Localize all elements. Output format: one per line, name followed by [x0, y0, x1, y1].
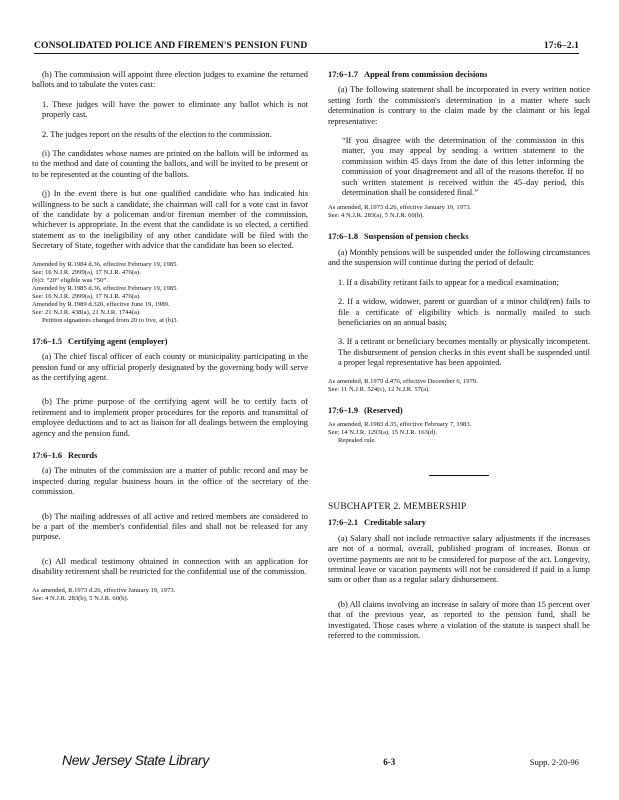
history-line: As amended, R.1983 d.35, effective February 7, 1983.: [328, 420, 472, 428]
subchapter-heading: SUBCHAPTER 2. MEMBERSHIP: [328, 501, 467, 512]
history-line: Amended by R.1989 d.320, effective June 19, 1989.: [32, 300, 170, 308]
section-number: 17:6–2.1: [328, 518, 359, 528]
paragraph-h-item-1: 1. These judges will have the power to eliminate any ballot which is not properly cast.: [42, 99, 308, 120]
section-heading-1-5: [32, 337, 308, 347]
section-title: Appeal from commission decisions: [364, 70, 488, 79]
history-line: See: 21 N.J.R. 438(a), 21 N.J.R. 1744(a).: [32, 308, 141, 316]
history-line: Amended by R.1984 d.36, effective February 19, 1985.: [32, 260, 179, 268]
section-2-1-paragraph-a: (a) Salary shall not include retroactive salary adjustments if the increases are not of a normal, overall, published program of increases. Bonus or overtime payments are not to be considered for purpose of the act. Longevity, terminal leave or vacation payments will not be considered if paid in a lump sum or other than as a regular salary disbursement.: [328, 533, 590, 585]
section-1-6-paragraph-a: (a) The minutes of the commission are a matter of public record and may be inspected during regular business hours in the office of the secretary of the commission.: [32, 466, 308, 497]
section-1-8-item-1: 1. If a disability retirant fails to appear for a medical examination;: [338, 277, 559, 287]
history-line: As amended, R.1973 d.26, effective January 19, 1973.: [32, 586, 176, 594]
left-column: [32, 70, 308, 615]
paragraph-h: (h) The commission will appoint three election judges to examine the returned ballots and to tabulate the votes cast:: [32, 70, 308, 90]
history-line: Petition signatures changed from 20 to five, at (b)3.: [42, 316, 179, 324]
section-heading-2-1: [328, 518, 590, 528]
section-heading-1-9: [328, 406, 590, 416]
appeal-statement-quote: “If you disagree with the determination of the commission in this matter, you may appeal by sending a written statement to the commission within 45 days from the date of this letter informing the commission of your disagreement and all of the reasons therefor. If no such written statement is received within the 45–day period, this determination shall be considered final.”: [342, 136, 584, 198]
history-line: Amended by R.1985 d.36, effective February 19, 1985.: [32, 284, 179, 292]
history-line: See: 16 N.J.R. 2999(a), 17 N.J.R. 476(a).: [32, 292, 141, 300]
section-number: 17:6–1.9: [328, 405, 359, 415]
history-line: See: 4 N.J.R. 283(a), 5 N.J.R. 60(b).: [328, 212, 424, 220]
section-1-7-paragraph-a: (a) The following statement shall be incorporated in every written notice setting forth the commission's determination in a matter where such determination is contrary to the claim made by the claimant or his legal representative:: [328, 85, 590, 126]
history-line: See: 14 N.J.R. 1293(a), 15 N.J.R. 163(d).: [328, 428, 438, 436]
section-divider: [429, 475, 489, 476]
page-number: 6-3: [383, 757, 396, 767]
history-note-2: [32, 587, 308, 603]
section-1-5-paragraph-b: (b) The prime purpose of the certifying agent will be to certify facts of retirement and to implement proper procedures for the reports and transmittal of employee deductions and to act as liaison for all dealings between the employing agency and the pension fund.: [32, 397, 308, 438]
section-1-8-item-3: 3. If a retirant or beneficiary becomes mentally or physically incompetent. The disbursement of pension checks in this event shall be suspended until a proper legal representative has been appointed.: [338, 337, 590, 368]
history-line: Repealed rule.: [338, 436, 377, 444]
history-line: (b)3: “20” eligible was “50”.: [32, 276, 108, 284]
section-1-5-paragraph-a: (a) The chief fiscal officer of each county or municipality participating in the pension fund or any official properly designated by the governing body will serve as the certifying agent.: [32, 352, 308, 382]
section-number: 17:6–1.5: [32, 336, 63, 346]
section-heading-1-6: [32, 451, 308, 461]
running-header: [34, 40, 579, 54]
history-line: See: 11 N.J.R. 524(c), 12 N.J.R. 57(a).: [328, 385, 430, 393]
paragraph-h-item-2: 2. The judges report on the results of the election to the commission.: [42, 129, 272, 139]
history-note-1: [32, 261, 308, 325]
section-1-6-paragraph-b: (b) The mailing addresses of all active and retired members are considered to be a part of the member's confidential files and shall not be released for any purpose.: [32, 511, 308, 542]
page-footer: [62, 752, 579, 768]
header-section-ref: 17:6–2.1: [543, 40, 579, 51]
library-stamp: New Jersey State Library: [62, 752, 209, 768]
history-line: See: 4 N.J.R. 283(b), 5 N.J.R. 60(b).: [32, 594, 129, 602]
header-title: CONSOLIDATED POLICE AND FIREMEN'S PENSION FUND: [34, 40, 308, 51]
history-note-4: [328, 378, 590, 394]
section-2-1-paragraph-b: (b) All claims involving an increase in salary of more than 15 percent over that of the previous year, as reported to the pension fund, shall be investigated. Those cases where a violation of the statute is suspect shall be referred to the commission.: [328, 599, 590, 640]
section-title: Certifying agent (employer): [68, 336, 168, 346]
supplement-date: Supp. 2-20-96: [529, 757, 579, 767]
section-number: 17:6–1.8: [328, 232, 359, 242]
section-1-8-paragraph-a: (a) Monthly pensions will be suspended under the following circumstances and the suspension will continue during the period of default:: [328, 247, 590, 268]
section-title: Records: [68, 450, 98, 460]
section-title: Suspension of pension checks: [364, 232, 469, 242]
history-line: See: 16 N.J.R. 2999(a), 17 N.J.R. 476(a).: [32, 268, 141, 276]
right-column: [328, 70, 590, 650]
section-number: 17:6–1.6: [32, 450, 63, 460]
history-line: As amended, R.1973 d.26, effective January 19, 1973.: [328, 204, 472, 212]
section-1-8-item-2: 2. If a widow, widower, parent or guardian of a minor child(ren) fails to file a certificate of eligibility which is normally mailed to such beneficiaries on an annual basis;: [338, 297, 590, 327]
section-number: 17:6–1.7: [328, 70, 359, 79]
paragraph-i: (i) The candidates whose names are printed on the ballots will be informed as to the method and date of counting the ballots, and will be invited to be present or to be represented at the counting of the ballots.: [32, 149, 308, 179]
section-title: Creditable salary: [364, 518, 426, 528]
section-title: (Reserved): [364, 405, 403, 415]
section-1-6-paragraph-c: (c) All medical testimony obtained in connection with an application for disability retirement shall be restricted for the confidential use of the commission.: [32, 556, 308, 577]
paragraph-j: (j) In the event there is but one qualified candidate who has indicated his willingness to be such a candidate, the chairman will call for a vote cast in favor of the candidate by a policeman and/or fireman member of the commission, whichever is appropriate. In the event that the candidate is so elected, a certified statement as to the ineligibility of any other candidate will be filed with the Secretary of State, together with advice that the candidate has been so elected.: [32, 189, 308, 251]
history-line: As amended, R.1979 d.476, effective December 6, 1979.: [328, 377, 478, 385]
history-note-3: [328, 204, 590, 220]
history-note-5: [328, 421, 590, 445]
section-heading-1-7: [328, 70, 590, 80]
section-heading-1-8: [328, 232, 590, 242]
